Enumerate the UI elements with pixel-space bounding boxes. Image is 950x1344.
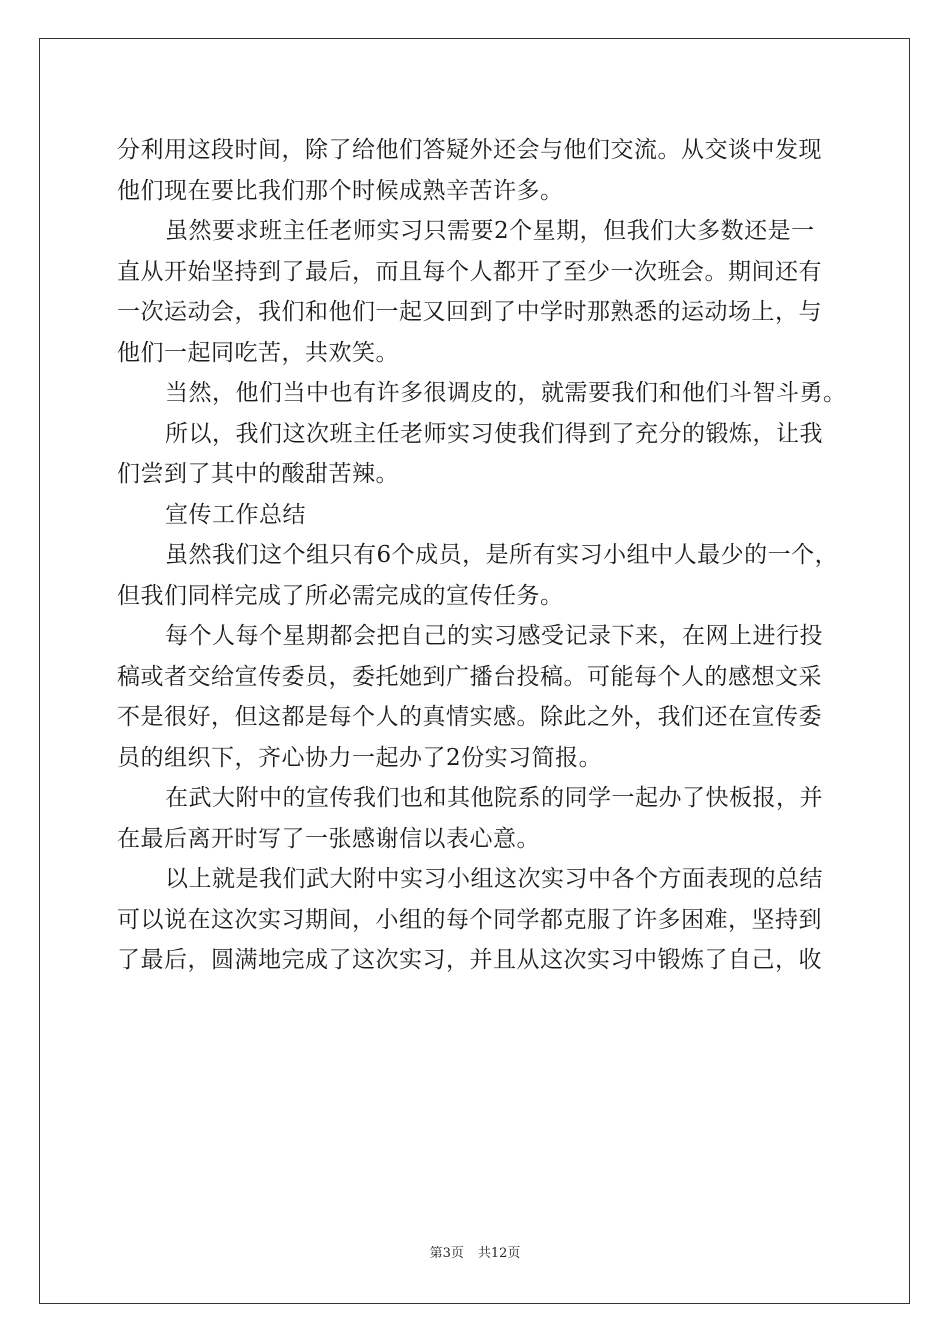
page-footer (0, 1245, 950, 1263)
text-line: 在最后离开时写了一张感谢信以表心意。 (117, 825, 540, 852)
text-line: 所以，我们这次班主任老师实习使我们得到了充分的锻炼，让我 (165, 420, 823, 447)
document-body (117, 130, 847, 981)
text-line: 他们一起同吃苦，共欢笑。 (117, 339, 399, 366)
text-line: 虽然我们这个组只有6个成员，是所有实习小组中人最少的一个， (165, 542, 839, 568)
text-line: 他们现在要比我们那个时候成熟辛苦许多。 (117, 177, 564, 204)
text-line: 在武大附中的宣传我们也和其他院系的同学一起办了快板报，并 (165, 785, 823, 811)
text-line: 每个人每个星期都会把自己的实习感受记录下来，在网上进行投 (165, 623, 823, 649)
text-line: 直从开始坚持到了最后，而且每个人都开了至少一次班会。期间还有 (117, 258, 822, 285)
text-line: 可以说在这次实习期间，小组的每个同学都克服了许多困难，坚持到 (117, 906, 822, 933)
text-line: 了最后，圆满地完成了这次实习，并且从这次实习中锻炼了自己，收 (117, 947, 822, 973)
text-line: 但我们同样完成了所必需完成的宣传任务。 (117, 582, 564, 609)
page-total: 共12页 (477, 1246, 521, 1261)
section-heading: 宣传工作总结 (165, 501, 306, 528)
text-line: 们尝到了其中的酸甜苦辣。 (117, 461, 399, 487)
text-line: 一次运动会，我们和他们一起又回到了中学时那熟悉的运动场上，与 (117, 299, 822, 325)
text-line: 以上就是我们武大附中实习小组这次实习中各个方面表现的总结 (165, 866, 823, 892)
text-line: 稿或者交给宣传委员，委托她到广播台投稿。可能每个人的感想文采 (117, 663, 822, 690)
text-line: 虽然要求班主任老师实习只需要2个星期，但我们大多数还是一 (165, 218, 815, 244)
text-line: 员的组织下，齐心协力一起办了2份实习简报。 (117, 744, 603, 771)
text-line: 当然，他们当中也有许多很调皮的，就需要我们和他们斗智斗勇。 (165, 380, 847, 406)
text-line: 不是很好，但这都是每个人的真情实感。除此之外，我们还在宣传委 (117, 704, 822, 730)
page-number: 第3页 (429, 1246, 464, 1261)
text-line: 分利用这段时间，除了给他们答疑外还会与他们交流。从交谈中发现 (117, 137, 822, 163)
